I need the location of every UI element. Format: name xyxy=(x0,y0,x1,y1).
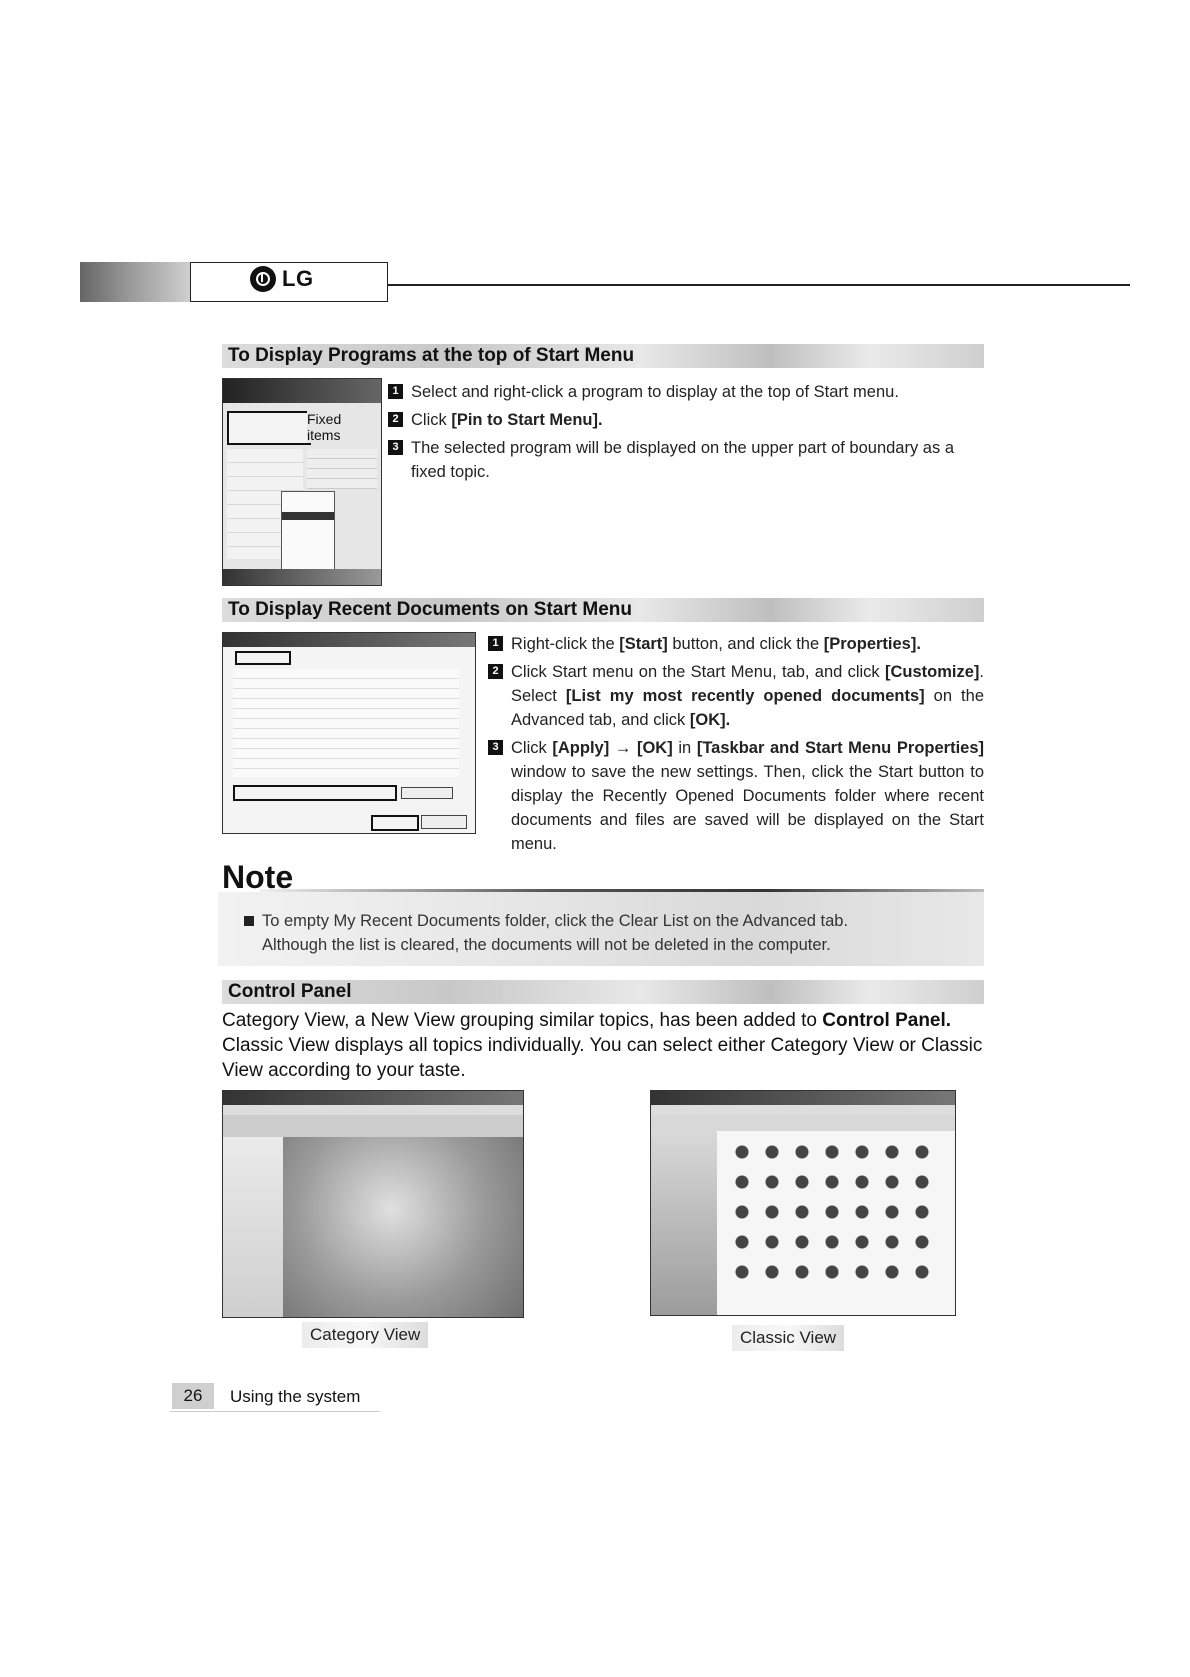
classic-view-screenshot xyxy=(650,1090,956,1316)
step-text: Select and right-click a program to display at the top of Start menu. xyxy=(411,383,899,401)
clear-list-button xyxy=(401,787,453,799)
bullet-icon xyxy=(244,916,254,926)
window-titlebar xyxy=(651,1091,955,1105)
start-menu-screenshot xyxy=(222,378,382,586)
step-number: 3 xyxy=(488,740,503,755)
section1-bar xyxy=(222,344,984,368)
section1-step-3 xyxy=(388,436,984,484)
note-text xyxy=(244,909,984,957)
side-panel xyxy=(223,1137,283,1317)
window-menubar xyxy=(223,1105,523,1115)
section2-step-1 xyxy=(488,632,984,656)
icon-grid xyxy=(727,1137,937,1287)
window-toolbar xyxy=(651,1115,955,1131)
category-area xyxy=(283,1137,523,1317)
section1-steps xyxy=(388,380,984,488)
cancel-button xyxy=(421,815,467,829)
footer-rule xyxy=(170,1411,380,1412)
right-column xyxy=(307,449,377,489)
header-rule xyxy=(388,284,1130,286)
customize-start-menu-screenshot xyxy=(222,632,476,834)
recent-docs-checkbox-highlight xyxy=(233,785,397,801)
pinned-items-highlight xyxy=(227,411,311,445)
section1-step-2 xyxy=(388,408,984,432)
step-text: Click [Apply] → [OK] in [Taskbar and Start Menu Properties] window to save the new settings. Then, click the Start button to display the Recently Opened Documents folder where recent documents and files are saved will be displayed on the Start menu. xyxy=(511,739,985,853)
note-line-2: Although the list is cleared, the documents will not be deleted in the computer. xyxy=(262,936,831,954)
context-menu xyxy=(281,491,335,573)
section2-step-3 xyxy=(488,736,984,856)
step-text: The selected program will be displayed on the upper part of boundary as a fixed topic. xyxy=(411,439,954,481)
note-line-1: To empty My Recent Documents folder, click the Clear List on the Advanced tab. xyxy=(262,912,849,930)
taskbar xyxy=(223,569,381,585)
category-view-screenshot xyxy=(222,1090,524,1318)
advanced-tab-highlight xyxy=(235,651,291,665)
side-panel xyxy=(651,1131,717,1315)
step-text: Click [Pin to Start Menu]. xyxy=(411,411,603,429)
step-text: Right-click the [Start] button, and click the [Properties]. xyxy=(511,635,921,653)
lg-logo xyxy=(250,266,314,292)
note-title: Note xyxy=(222,859,294,895)
step-number: 1 xyxy=(488,636,503,651)
header-gradient-block xyxy=(80,262,190,302)
step-number: 3 xyxy=(388,440,403,455)
options-list xyxy=(233,669,459,777)
section2-bar xyxy=(222,598,984,622)
control-panel-description: Category View, a New View grouping similar topics, has been added to Control Panel. Classic View displays all topics individually. You can select either Category View or Classic View according to your taste. xyxy=(222,1010,983,1081)
note-rule xyxy=(260,889,984,892)
section2-steps xyxy=(488,632,984,860)
caption-classic-view: Classic View xyxy=(732,1325,844,1351)
callout-items: items xyxy=(307,427,341,443)
fixed-items-callout xyxy=(307,411,341,443)
control-panel-bar xyxy=(222,980,984,1004)
window-titlebar xyxy=(223,1091,523,1105)
dialog-titlebar xyxy=(223,633,475,647)
ok-button-highlight xyxy=(371,815,419,831)
caption-category-view: Category View xyxy=(302,1322,428,1348)
section2-title: To Display Recent Documents on Start Menu xyxy=(228,599,632,620)
footer-label: Using the system xyxy=(230,1387,361,1406)
step-text: Click Start menu on the Start Menu, tab, and click [Customize]. Select [List my most recently opened documents] on the Advanced tab, and click [OK]. xyxy=(511,663,984,729)
page-number: 26 xyxy=(172,1383,214,1409)
step-number: 2 xyxy=(488,664,503,679)
window-menubar xyxy=(651,1105,955,1115)
context-menu-highlight xyxy=(282,512,334,520)
start-menu-header xyxy=(223,379,381,403)
section1-step-1 xyxy=(388,380,984,404)
callout-fixed: Fixed xyxy=(307,411,342,427)
control-panel-title: Control Panel xyxy=(228,981,352,1002)
brand-name: LG xyxy=(282,266,314,291)
lg-logo-icon xyxy=(250,266,276,292)
section1-title: To Display Programs at the top of Start Menu xyxy=(228,345,635,366)
window-toolbar xyxy=(223,1115,523,1137)
section2-step-2 xyxy=(488,660,984,732)
step-number: 1 xyxy=(388,384,403,399)
step-number: 2 xyxy=(388,412,403,427)
